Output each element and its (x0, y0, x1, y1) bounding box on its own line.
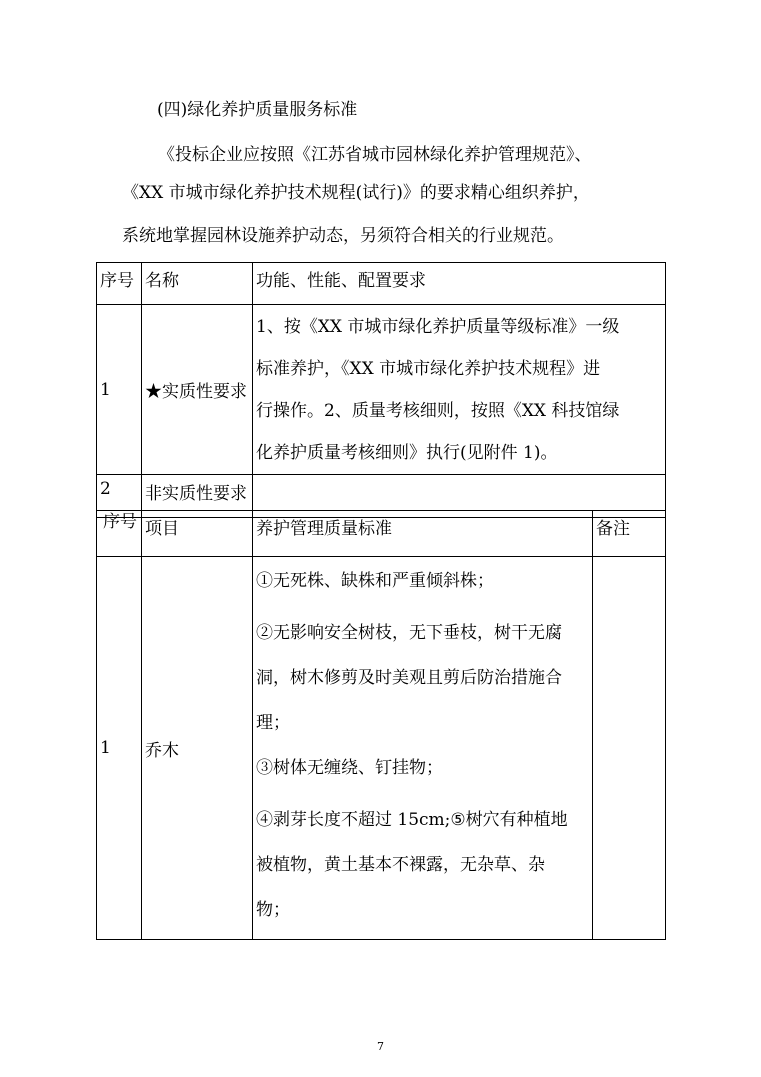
quality-standards-table (96, 510, 666, 940)
intro-line-1: 《投标企业应按照《江苏省城市园林绿化养护管理规范》、 (158, 145, 592, 165)
header-no: 序号 (97, 511, 142, 557)
row-name: ★实质性要求 (142, 305, 253, 475)
header-standard: 养护管理质量标准 (253, 511, 593, 557)
table-row (97, 557, 666, 940)
table-row (97, 305, 666, 475)
header-item: 项目 (142, 511, 253, 557)
standard-line: 物； (256, 900, 290, 920)
section-heading: (四)绿化养护质量服务标准 (157, 100, 358, 120)
quality-standards-table-header (97, 511, 666, 557)
header-no: 序号 (97, 263, 142, 305)
row-no: 1 (97, 557, 142, 940)
standard-line: 洞，树木修剪及时美观且剪后防治措施合 (256, 668, 562, 688)
standard-line: ①无死株、缺株和严重倾斜株； (256, 571, 494, 591)
row-item: 乔木 (142, 557, 253, 940)
row-name: 非实质性要求 (142, 475, 253, 518)
row-no: 1 (97, 305, 142, 475)
header-name: 名称 (142, 263, 253, 305)
row-standard (253, 557, 593, 940)
requirement-line: 1、按《XX 市城市绿化养护质量等级标准》一级 (256, 317, 620, 337)
requirement-line: 化养护质量考核细则》执行(见附件 1)。 (256, 443, 558, 463)
row-remark (593, 557, 666, 940)
standard-line: 被植物，黄土基本不裸露，无杂草、杂 (256, 855, 545, 875)
standard-line: 理； (256, 713, 290, 733)
standard-line: ③树体无缠绕、钉挂物； (256, 758, 443, 778)
row-no: 2 (97, 475, 142, 518)
requirement-line: 标准养护，《XX 市城市绿化养护技术规程》进 (256, 359, 601, 379)
header-requirement: 功能、性能、配置要求 (253, 263, 666, 305)
requirement-line: 行操作。2、质量考核细则，按照《XX 科技馆绿 (256, 401, 620, 421)
intro-line-2: 《XX 市城市绿化养护技术规程(试行)》的要求精心组织养护， (122, 183, 590, 203)
intro-line-3: 系统地掌握园林设施养护动态，另须符合相关的行业规范。 (122, 226, 564, 246)
standard-line: ②无影响安全树枝，无下垂枝，树干无腐 (256, 623, 562, 643)
requirements-table-header (97, 263, 666, 305)
row-requirement (253, 305, 666, 475)
header-remark: 备注 (593, 511, 666, 557)
requirements-table (96, 262, 666, 518)
page-number: 7 (377, 1040, 384, 1053)
standard-line: ④剥芽长度不超过 15cm;⑤树穴有种植地 (256, 810, 568, 830)
